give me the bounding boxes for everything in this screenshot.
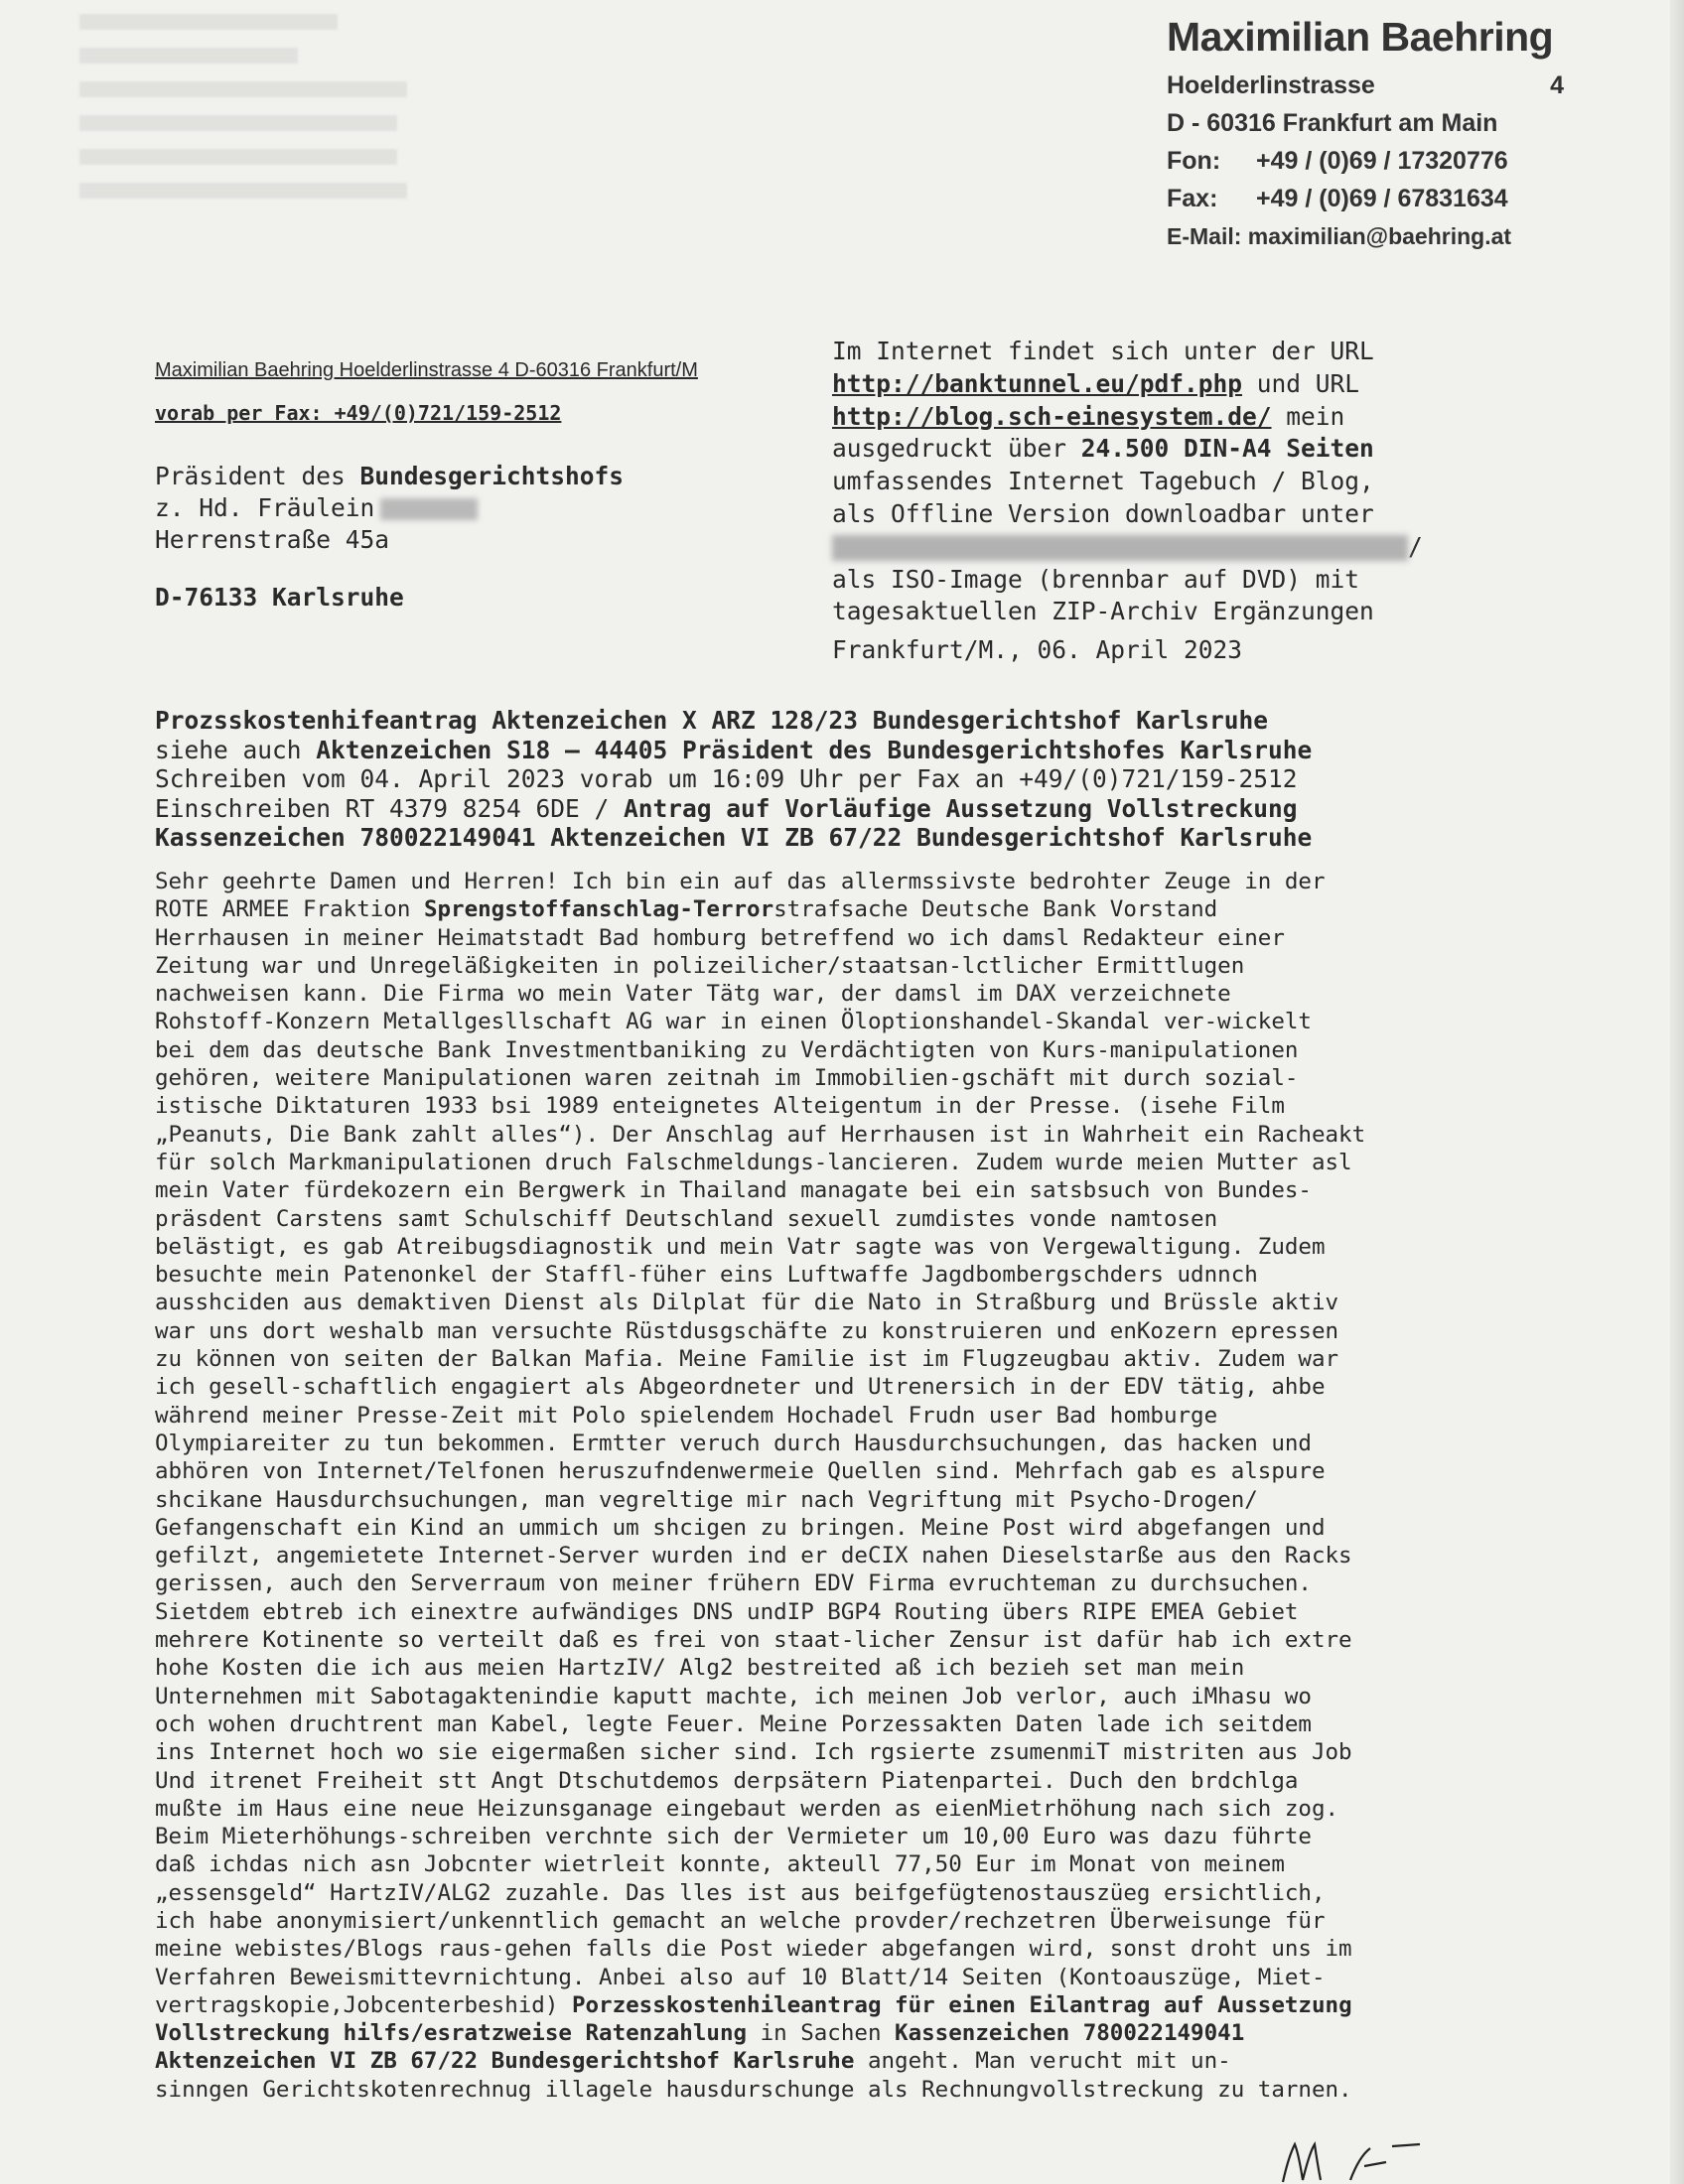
body-line: gehören, weitere Manipulationen waren zeitnah im Immobilien-gschäft mit durch sozial- (155, 1065, 1299, 1092)
body-line: hohe Kosten die ich aus meien HartzIV/ Alg2 bestreited aß ich bezieh set man mein (155, 1655, 1245, 1682)
body-line: Zeitung war und Unregeläßigkeiten in polizeilicher/staatsan-lctlicher Ermittlugen (155, 952, 1245, 979)
body-line: sinngen Gerichtskotenrechnug illagele hausdurschunge als Rechnungvollstreckung zu tarnen. (155, 2076, 1352, 2103)
internet-line: als ISO-Image (brennbar auf DVD) mit (832, 564, 1360, 594)
sender-fon-line (1167, 142, 1564, 180)
redacted-name (380, 498, 478, 520)
subject-line: Schreiben vom 04. April 2023 vorab um 16:09 Uhr per Fax an +49/(0)721/159-2512 (155, 764, 1298, 793)
url-link[interactable]: http://blog.sch-einesystem.de/ (832, 401, 1272, 431)
sender-city: D - 60316 Frankfurt am Main (1167, 109, 1498, 137)
recipient-prefix: Präsident des (155, 462, 360, 490)
recipient-address-block (155, 359, 810, 614)
body-line: ausshciden aus demaktiven Dienst als Dilplat für die Nato in Straßburg und Brüssle aktiv (155, 1290, 1339, 1316)
body-line: war uns dort weshalb man versuchte Rüstdusgschäfte zu konstruieren und enKozern epressen (155, 1317, 1339, 1344)
body-line: Olympiareiter zu tun bekommen. Ermtter veruch durch Hausdurchsuchungen, das hacken und (155, 1430, 1312, 1456)
body-line (155, 2019, 1485, 2047)
fon-number: +49 / (0)69 / 17320776 (1256, 147, 1508, 175)
body-line: daß ichdas nich asn Jobcnter wietrleit konnte, akteull 77,50 Eur im Monat von meinem (155, 1851, 1285, 1878)
body-line: für solch Markmanipulationen druch Falschmeldungs-lancieren. Zudem wurde meien Mutter asl (155, 1149, 1352, 1175)
sender-house-no: 4 (1550, 71, 1564, 99)
subject-line (155, 706, 1485, 736)
subject-text: siehe auch (155, 735, 317, 764)
body-line: gerissen, auch den Serverraum von meiner frühern EDV Firma evruchteman zu durchsuchen. (155, 1570, 1312, 1597)
body-line: Rohstoff-Konzern Metallgesllschaft AG war in einen Öloptionshandel-Skandal ver-wickelt (155, 1009, 1312, 1035)
subject-line (155, 823, 1485, 853)
internet-line (832, 368, 1507, 401)
return-address-line: Maximilian Baehring Hoelderlinstrasse 4 D-60316 Frankfurt/M (155, 359, 698, 381)
body-line: „essensgeld“ HartzIV/ALG2 zuzahle. Das lles ist aus beifgefügtenostauszüeg ersichtlich, (155, 1879, 1326, 1906)
subject-bold-text: Aktenzeichen S18 – 44405 Präsident des Bundesgerichtshofes Karlsruhe (316, 735, 1313, 764)
body-line: zu können von seiten der Balkan Mafia. Meine Familie ist im Flugzeugbau aktiv. Zudem war (155, 1346, 1339, 1373)
body-line: Verfahren Beweismittevrnichtung. Anbei also auf 10 Blatt/14 Seiten (Kontoauszüge, Miet- (155, 1964, 1326, 1990)
subject-block (155, 706, 1485, 853)
internet-line: Im Internet findet sich unter der URL (832, 337, 1374, 365)
body-text: ROTE ARMEE Fraktion (155, 896, 424, 923)
fax-label: Fax: (1167, 185, 1218, 212)
body-line: „Peanuts, Die Bank zahlt alles“). Der Anschlag auf Herrhausen ist in Wahrheit ein Racheakt (155, 1121, 1366, 1148)
url-link[interactable]: http://banktunnel.eu/pdf.php (832, 368, 1243, 398)
body-line: shcikane Hausdurchsuchungen, man vegreltige mir nach Vegriftung mit Psycho-Drogen/ (155, 1486, 1258, 1513)
subject-bold-text: Antrag auf Vorläufige Aussetzung Vollstreckung (624, 793, 1298, 823)
show-through-ghost-text (79, 14, 496, 252)
internet-text: / (1408, 531, 1423, 561)
body-line: mußte im Haus eine neue Heizunsganage eingebaut werden as eienMietrhöhung nach sich zog. (155, 1795, 1339, 1822)
body-bold-text: Vollstreckung hilfs/esratzweise Ratenzahlung (155, 2020, 748, 2047)
handwritten-signature (1281, 2124, 1519, 2184)
sender-street: Hoelderlinstrasse (1167, 71, 1375, 99)
subject-line (155, 794, 1485, 824)
body-line: Und itrenet Freiheit stt Angt Dtschutdemos derpsätern Piatenpartei. Duch den brdchlga (155, 1767, 1299, 1794)
fax-advance-line: vorab per Fax: +49/(0)721/159-2512 (155, 401, 562, 425)
body-line: Beim Mieterhöhungs-schreiben verchnte sich der Vermieter um 10,00 Euro was dazu führte (155, 1824, 1312, 1850)
body-line: Sehr geehrte Damen und Herren! Ich bin ein auf das allermssivste bedrohter Zeuge in der (155, 869, 1326, 894)
subject-bold-text: Kassenzeichen 780022149041 Aktenzeichen VI ZB 67/22 Bundesgerichtshof Karlsruhe (155, 823, 1313, 852)
body-bold-text: Kassenzeichen 780022149041 (895, 2020, 1245, 2047)
subject-text: Einschreiben RT 4379 8254 6DE / (155, 793, 625, 823)
subject-line (155, 736, 1485, 765)
subject-bold-text: Prozsskostenhifeantrag Aktenzeichen X ARZ 128/23 Bundesgerichtshof Karlsruhe (155, 706, 1269, 735)
recipient-city: D-76133 Karlsruhe (155, 583, 404, 612)
sender-name: Maximilian Baehring (1167, 14, 1554, 60)
sender-email-line (1167, 217, 1564, 255)
letter-body (155, 868, 1485, 2104)
redacted-url (832, 535, 1408, 561)
letter-date: Frankfurt/M., 06. April 2023 (832, 635, 1243, 665)
body-line: mehrere Kotinente so verteilt daß es frei von staat-licher Zensur ist dafür hab ich extre (155, 1627, 1352, 1654)
body-line: ich gesell-schaftlich engagiert als Abgeordneter und Utrenersich in der EDV tätig, ahbe (155, 1374, 1326, 1401)
body-line: präsdent Carstens samt Schulschiff Deutschland sexuell zumdistes vonde namtosen (155, 1205, 1218, 1232)
body-line (155, 2047, 1485, 2075)
internet-line: umfassendes Internet Tagebuch / Blog, (832, 467, 1374, 496)
body-line (155, 1991, 1485, 2019)
internet-bold-text: 24.500 DIN-A4 Seiten (1080, 434, 1374, 464)
internet-text: ausgedruckt über (832, 434, 1081, 464)
body-line: Sietdem ebtreb ich einextre aufwändiges DNS undIP BGP4 Routing übers RIPE EMEA Gebiet (155, 1598, 1299, 1625)
recipient-street: Herrenstraße 45a (155, 525, 390, 554)
body-text: in Sachen (747, 2020, 896, 2047)
sender-fax-line (1167, 180, 1564, 217)
email-address: maximilian@baehring.at (1247, 223, 1512, 249)
body-bold-text: Sprengstoffanschlag-Terror (423, 896, 774, 923)
body-text: vertragskopie,Jobcenterbeshid) (155, 1991, 572, 2018)
body-line: ich habe anonymisiert/unkenntlich gemacht an welche provder/rechzetren Überweisunge für (155, 1907, 1326, 1934)
body-line: och wohen druchtrent man Kabel, legte Feuer. Meine Porzessakten Daten lade ich seitdem (155, 1710, 1312, 1737)
body-line: mein Vater fürdekozern ein Bergwerk in Thailand managate bei ein satsbsuch von Bundes- (155, 1177, 1312, 1204)
body-line: belästigt, es gab Atreibugsdiagnostik und mein Vatr sagte was von Vergewaltigung. Zudem (155, 1233, 1326, 1260)
attention-line (155, 492, 810, 524)
attention-label: z. Hd. Fräulein (155, 493, 375, 522)
body-line: abhören von Internet/Telfonen heruszufndenwermeie Quellen sind. Mehrfach gab es alspure (155, 1458, 1326, 1485)
sender-block (1167, 14, 1564, 255)
body-text: angeht. Man verucht mit un- (854, 2048, 1231, 2075)
body-line: nachweisen kann. Die Firma wo mein Vater Tätg war, der damsl im DAX verzeichnete (155, 981, 1231, 1008)
body-line: gefilzt, angemietete Internet-Server wurden ind er deCIX nahen Dieselstarße aus den Racks (155, 1543, 1352, 1570)
body-text: strafsache Deutsche Bank Vorstand (773, 896, 1218, 923)
internet-info-block (832, 336, 1507, 667)
body-line: Unternehmen mit Sabotagaktenindie kaputt machte, ich meinen Job verlor, auch iMhasu wo (155, 1683, 1312, 1709)
body-bold-text: Porzesskostenhileantrag für einen Eilantrag auf Aussetzung (571, 1991, 1352, 2018)
recipient-line (155, 461, 810, 492)
body-line: bei dem das deutsche Bank Investmentbaniking zu Verdächtigten von Kurs-manipulationen (155, 1036, 1299, 1063)
body-line: ins Internet hoch wo sie eigermaßen sicher sind. Ich rgsierte zsumenmiT mistriten aus Job (155, 1739, 1352, 1766)
internet-text: mein (1271, 401, 1345, 431)
internet-line: als Offline Version downloadbar unter (832, 498, 1374, 528)
body-line: besuchte mein Patenonkel der Staffl-füher eins Luftwaffe Jagdbombergschders udnnch (155, 1262, 1258, 1289)
internet-line (832, 531, 1507, 564)
internet-text: und URL (1242, 368, 1360, 398)
fon-label: Fon: (1167, 147, 1221, 175)
body-bold-text: Aktenzeichen VI ZB 67/22 Bundesgerichtshof Karlsruhe (155, 2048, 855, 2075)
body-line: während meiner Presse-Zeit mit Polo spielendem Hochadel Frudn user Bad homburge (155, 1402, 1218, 1429)
recipient-court: Bundesgerichtshofs (359, 462, 625, 490)
internet-line (832, 401, 1507, 434)
body-line: Gefangenschaft ein Kind an ummich um shcigen zu bringen. Meine Post wird abgefangen und (155, 1514, 1326, 1541)
body-line (155, 895, 1485, 923)
page-edge (1670, 0, 1684, 2184)
body-line: Herrhausen in meiner Heimatstadt Bad homburg betreffend wo ich damsl Redakteur einer (155, 924, 1285, 951)
internet-line: tagesaktuellen ZIP-Archiv Ergänzungen (832, 597, 1374, 626)
fax-number: +49 / (0)69 / 67831634 (1256, 185, 1508, 212)
body-line: istische Diktaturen 1933 bsi 1989 enteignetes Alteigentum in der Presse. (isehe Film (155, 1093, 1285, 1120)
body-line: meine webistes/Blogs raus-gehen falls die Post wieder abgefangen wird, sonst droht uns im (155, 1936, 1352, 1963)
email-label: E-Mail: (1167, 223, 1242, 249)
internet-line (832, 433, 1507, 466)
sender-street-line (1167, 67, 1564, 104)
